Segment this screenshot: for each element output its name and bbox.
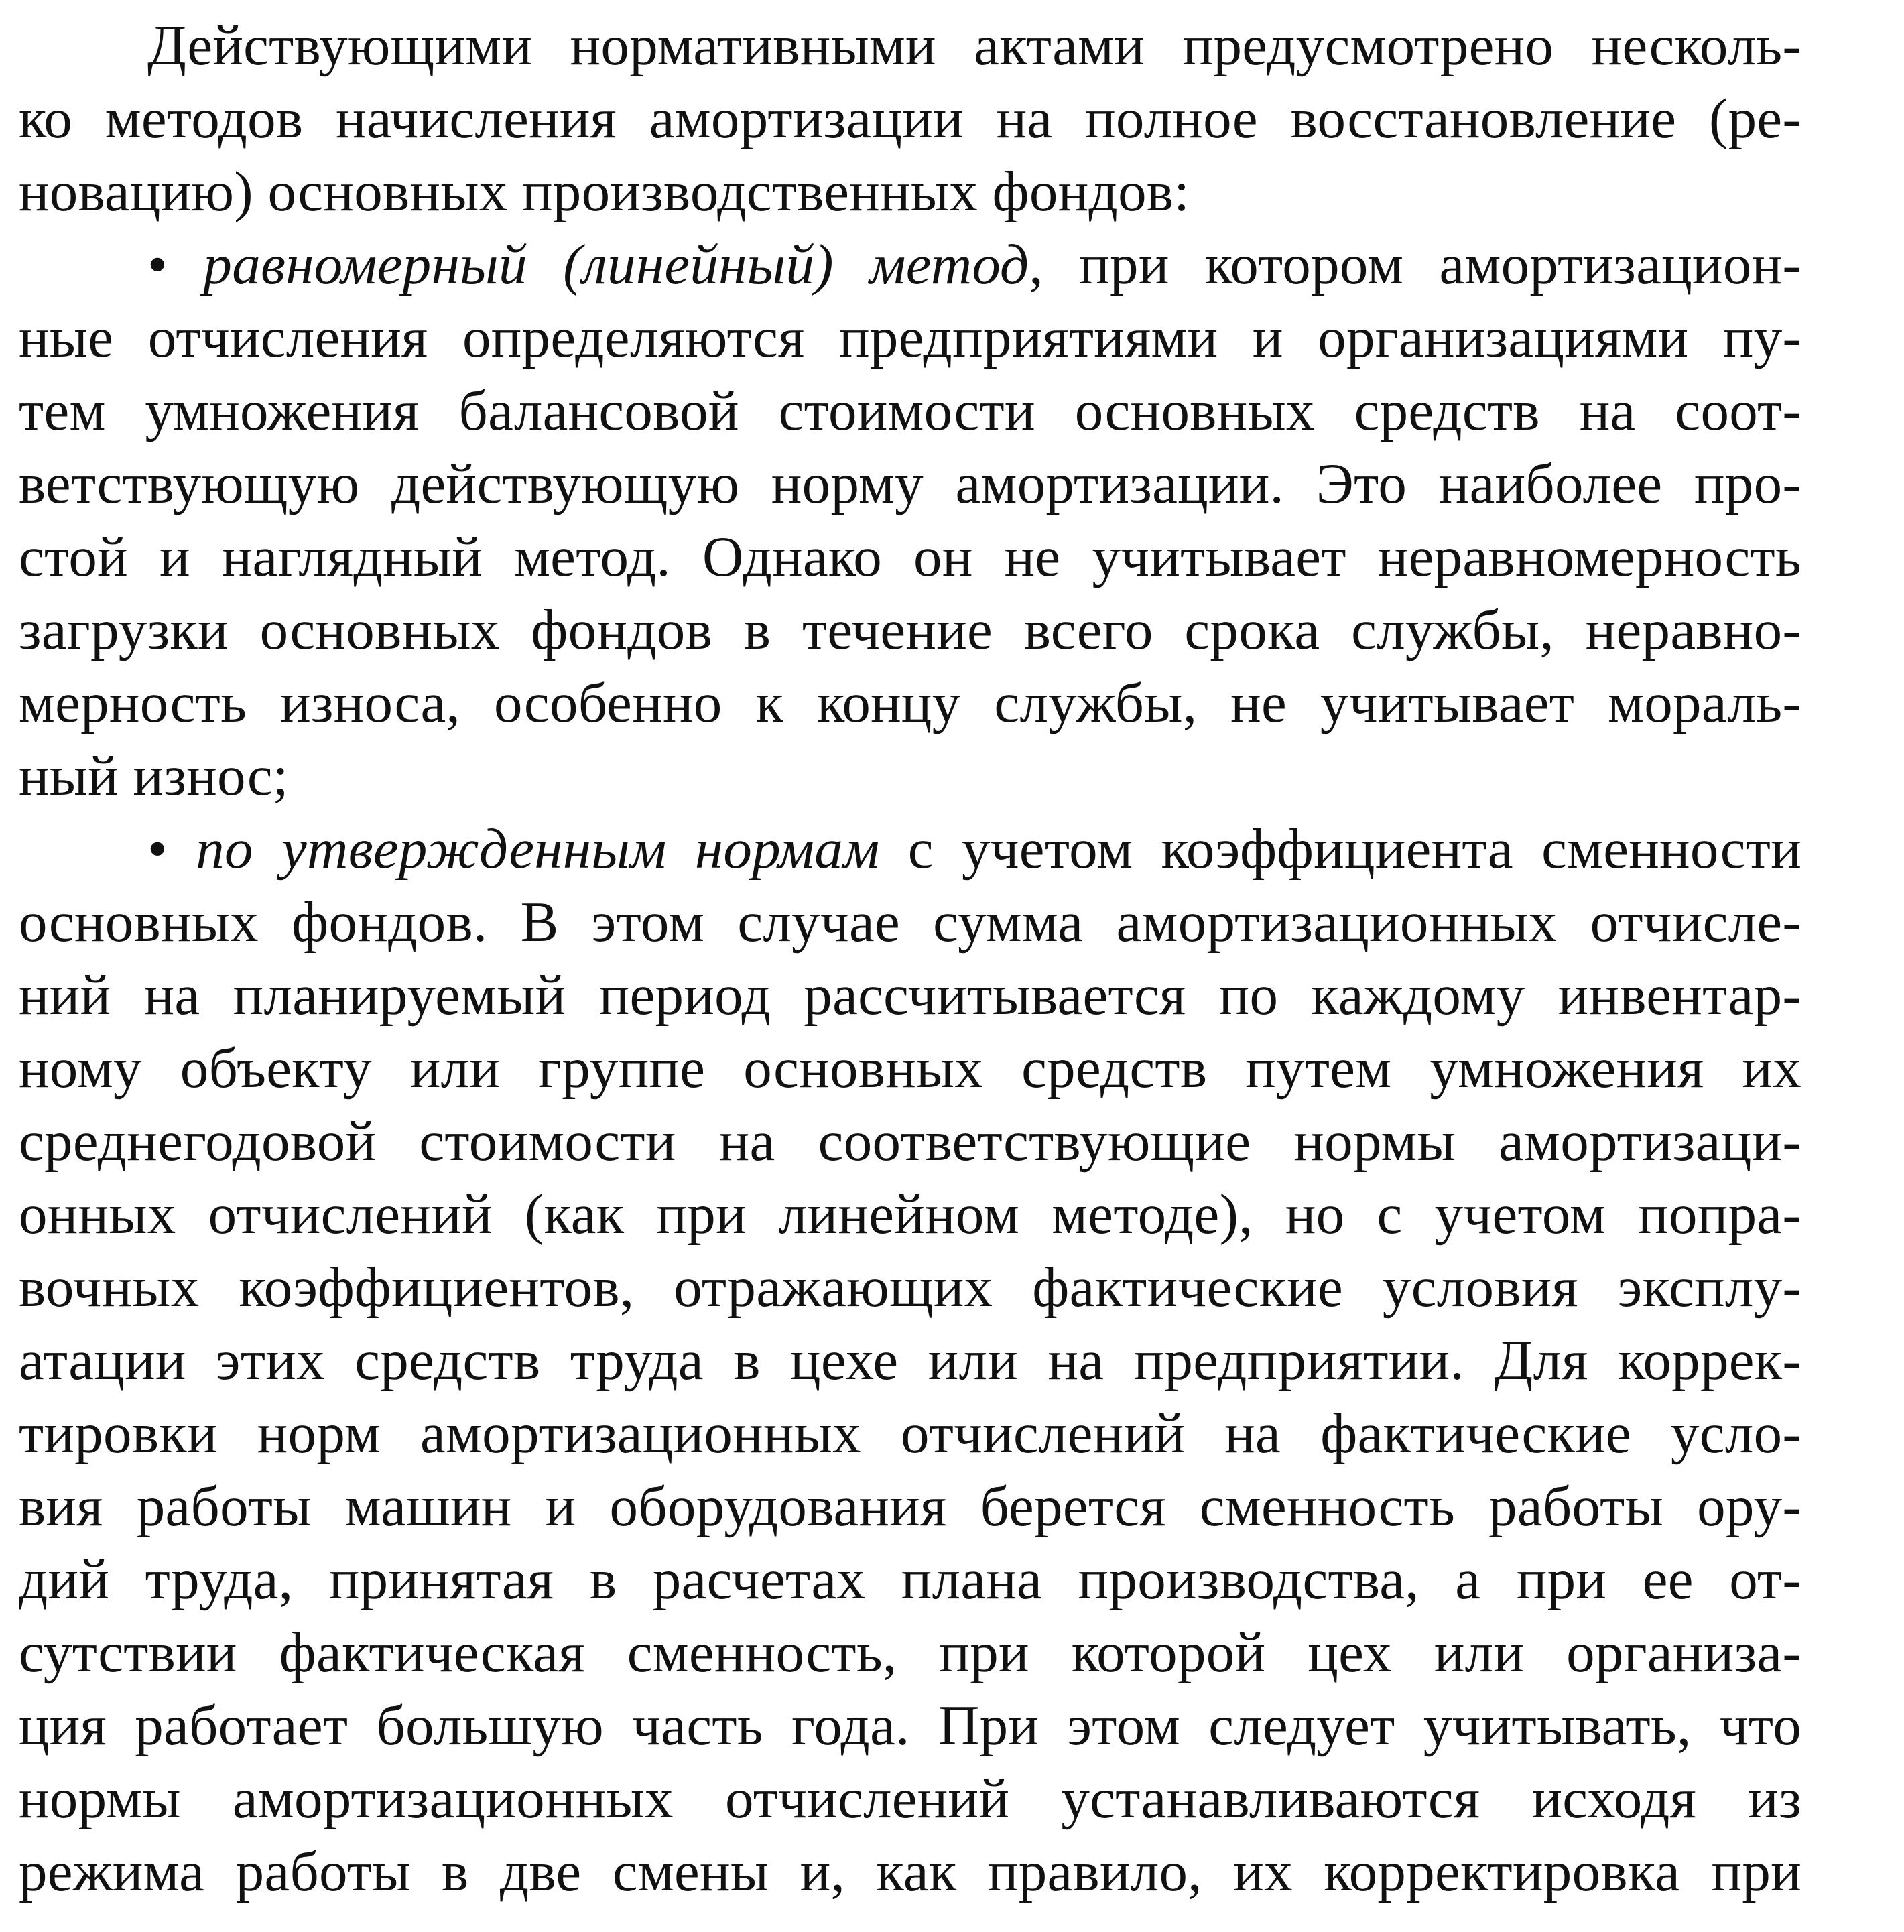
bullet-icon: • xyxy=(147,818,196,881)
paragraph-line-8: стой и наглядный метод. Однако он не учитывает неравномерность xyxy=(19,525,1801,588)
paragraph-line-20: тировки норм амортизационных отчислений на фактические усло- xyxy=(19,1402,1801,1465)
paragraph-line-18: вочных коэффициентов, отражающих фактические условия эксплу- xyxy=(19,1256,1801,1319)
paragraph-line-6: тем умножения балансовой стоимости основных средств на соот- xyxy=(19,379,1801,442)
paragraph-line-24: ция работает большую часть года. При этом следует учитывать, что xyxy=(19,1694,1801,1757)
paragraph-line-25: нормы амортизационных отчислений устанавливаются исходя из xyxy=(19,1767,1801,1830)
paragraph-line-7: ветствующую действующую норму амортизации. Это наиболее про- xyxy=(19,452,1801,515)
paragraph-line-13: основных фондов. В этом случае сумма амортизационных отчисле- xyxy=(19,891,1801,954)
bullet-item-linear-method: • равномерный (линейный) метод, при котором амортизацион- xyxy=(147,233,1801,296)
paragraph-line-1: Действующими нормативными актами предусмотрено несколь- xyxy=(147,14,1801,77)
term-approved-norms: по утвержденным нормам xyxy=(196,818,880,881)
bullet-icon: • xyxy=(147,233,204,296)
paragraph-line-10: мерность износа, особенно к концу службы, не учитывает мораль- xyxy=(19,671,1801,734)
paragraph-line-21: вия работы машин и оборудования берется сменность работы ору- xyxy=(19,1475,1801,1538)
body-text xyxy=(19,9,1801,1909)
paragraph-line-26: режима работы в две смены и, как правило, их корректировка при xyxy=(19,1840,1801,1903)
paragraph-line-5: ные отчисления определяются предприятиями и организациями пу- xyxy=(19,306,1801,369)
paragraph-line-9: загрузки основных фондов в течение всего срока службы, неравно- xyxy=(19,598,1801,661)
paragraph-line-15: ному объекту или группе основных средств путем умножения их xyxy=(19,1037,1801,1100)
paragraph-line-14: ний на планируемый период рассчитывается по каждому инвентар- xyxy=(19,964,1801,1027)
term-linear-method: равномерный (линейный) метод xyxy=(203,233,1029,296)
paragraph-line-3: новацию) основных производственных фондов: xyxy=(19,160,1190,223)
paragraph-line-22: дий труда, принятая в расчетах плана производства, а при ее от- xyxy=(19,1548,1801,1611)
paragraph-line-16: среднегодовой стоимости на соответствующие нормы амортизаци- xyxy=(19,1110,1801,1173)
paragraph-line-17: онных отчислений (как при линейном методе), но с учетом попра- xyxy=(19,1183,1801,1246)
paragraph-line-2: ко методов начисления амортизации на полное восстановление (ре- xyxy=(19,87,1801,150)
bullet-item-approved-norms: • по утвержденным нормам с учетом коэффициента сменности xyxy=(147,818,1801,881)
paragraph-line-23: сутствии фактическая сменность, при которой цех или организа- xyxy=(19,1621,1801,1684)
paragraph-line-19: атации этих средств труда в цехе или на предприятии. Для коррек- xyxy=(19,1329,1801,1392)
paragraph-line-11: ный износ; xyxy=(19,745,289,808)
